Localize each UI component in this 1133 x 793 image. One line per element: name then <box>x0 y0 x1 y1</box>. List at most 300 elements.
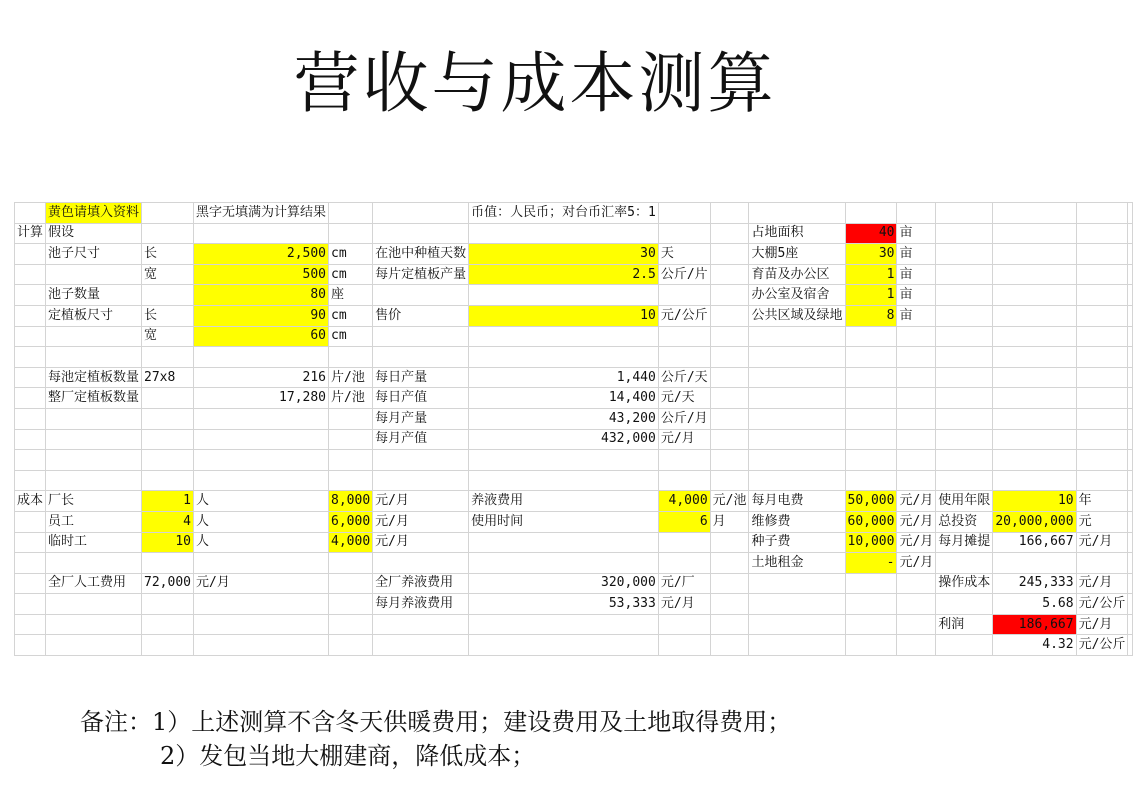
table-cell[interactable]: 亩 <box>897 244 936 265</box>
table-cell[interactable] <box>993 305 1076 326</box>
table-cell[interactable]: 黑字无填满为计算结果 <box>194 203 329 224</box>
table-cell[interactable]: 每月电费 <box>749 491 845 512</box>
table-cell[interactable]: 元/月 <box>897 491 936 512</box>
table-cell[interactable]: 亩 <box>897 285 936 306</box>
table-cell[interactable]: 166,667 <box>993 532 1076 553</box>
table-cell[interactable] <box>373 635 469 656</box>
table-cell[interactable] <box>142 203 194 224</box>
table-cell[interactable]: 60 <box>194 326 329 347</box>
table-cell[interactable] <box>194 450 329 471</box>
table-cell[interactable]: 30 <box>845 244 897 265</box>
table-cell[interactable]: 元/月 <box>373 532 469 553</box>
table-cell[interactable] <box>142 388 194 409</box>
table-cell[interactable]: 50,000 <box>845 491 897 512</box>
table-cell[interactable]: 元/厂 <box>658 573 710 594</box>
table-cell[interactable] <box>710 326 749 347</box>
table-cell[interactable] <box>15 511 46 532</box>
table-cell[interactable] <box>710 285 749 306</box>
table-cell[interactable] <box>710 305 749 326</box>
table-cell[interactable] <box>15 594 46 615</box>
table-cell[interactable]: 长 <box>142 244 194 265</box>
table-cell[interactable] <box>993 470 1076 491</box>
table-cell[interactable]: 片/池 <box>329 367 373 388</box>
table-cell[interactable]: 216 <box>194 367 329 388</box>
table-cell[interactable] <box>845 367 897 388</box>
table-cell[interactable] <box>373 450 469 471</box>
table-cell[interactable] <box>142 553 194 574</box>
table-cell[interactable] <box>936 285 993 306</box>
table-cell[interactable] <box>1076 223 1128 244</box>
table-cell[interactable] <box>710 470 749 491</box>
table-cell[interactable]: 公斤/天 <box>658 367 710 388</box>
table-cell[interactable]: cm <box>329 244 373 265</box>
table-cell[interactable] <box>15 408 46 429</box>
table-cell[interactable] <box>1076 203 1128 224</box>
table-cell[interactable] <box>710 532 749 553</box>
table-cell[interactable] <box>46 614 142 635</box>
table-cell[interactable]: 27x8 <box>142 367 194 388</box>
table-cell[interactable] <box>15 305 46 326</box>
table-cell[interactable] <box>1076 347 1128 368</box>
table-cell[interactable] <box>329 429 373 450</box>
table-cell[interactable] <box>1128 285 1133 306</box>
table-cell[interactable]: 土地租金 <box>749 553 845 574</box>
table-cell[interactable]: 6,000 <box>329 511 373 532</box>
table-cell[interactable] <box>845 408 897 429</box>
table-cell[interactable] <box>15 264 46 285</box>
table-cell[interactable] <box>1128 367 1133 388</box>
table-cell[interactable]: 池子尺寸 <box>46 244 142 265</box>
table-cell[interactable] <box>1128 450 1133 471</box>
table-cell[interactable]: 使用时间 <box>469 511 659 532</box>
table-cell[interactable]: 元/天 <box>658 388 710 409</box>
table-cell[interactable] <box>46 450 142 471</box>
table-cell[interactable]: 20,000,000 <box>993 511 1076 532</box>
table-cell[interactable] <box>1128 573 1133 594</box>
table-cell[interactable] <box>936 635 993 656</box>
table-cell[interactable]: 每月养液费用 <box>373 594 469 615</box>
table-cell[interactable] <box>658 347 710 368</box>
table-cell[interactable]: 元/月 <box>373 491 469 512</box>
table-cell[interactable] <box>936 203 993 224</box>
table-cell[interactable] <box>142 223 194 244</box>
table-cell[interactable] <box>15 285 46 306</box>
table-cell[interactable] <box>46 264 142 285</box>
table-cell[interactable] <box>15 388 46 409</box>
table-cell[interactable] <box>710 203 749 224</box>
table-cell[interactable]: 公斤/月 <box>658 408 710 429</box>
table-cell[interactable]: 5.68 <box>993 594 1076 615</box>
table-cell[interactable] <box>469 450 659 471</box>
table-cell[interactable]: 元/公斤 <box>658 305 710 326</box>
table-cell[interactable]: 元/月 <box>897 553 936 574</box>
table-cell[interactable] <box>749 203 845 224</box>
table-cell[interactable] <box>142 285 194 306</box>
table-cell[interactable] <box>46 470 142 491</box>
table-cell[interactable] <box>142 408 194 429</box>
table-cell[interactable] <box>936 244 993 265</box>
table-cell[interactable] <box>194 553 329 574</box>
table-cell[interactable] <box>46 347 142 368</box>
table-cell[interactable]: 1,440 <box>469 367 659 388</box>
table-cell[interactable]: 亩 <box>897 305 936 326</box>
table-cell[interactable] <box>936 367 993 388</box>
table-cell[interactable]: 利润 <box>936 614 993 635</box>
table-cell[interactable] <box>845 347 897 368</box>
table-cell[interactable] <box>897 450 936 471</box>
table-cell[interactable] <box>710 388 749 409</box>
table-cell[interactable] <box>710 573 749 594</box>
table-cell[interactable] <box>15 470 46 491</box>
table-cell[interactable] <box>749 326 845 347</box>
table-cell[interactable] <box>897 347 936 368</box>
table-cell[interactable] <box>373 285 469 306</box>
table-cell[interactable] <box>142 450 194 471</box>
table-cell[interactable] <box>897 367 936 388</box>
table-cell[interactable]: 1 <box>845 285 897 306</box>
table-cell[interactable]: 元/月 <box>897 532 936 553</box>
table-cell[interactable] <box>658 614 710 635</box>
table-cell[interactable] <box>142 594 194 615</box>
table-cell[interactable] <box>993 244 1076 265</box>
table-cell[interactable] <box>1076 326 1128 347</box>
table-cell[interactable] <box>993 450 1076 471</box>
table-cell[interactable]: 月 <box>710 511 749 532</box>
table-cell[interactable]: 全厂养液费用 <box>373 573 469 594</box>
table-cell[interactable]: 432,000 <box>469 429 659 450</box>
table-cell[interactable] <box>1128 347 1133 368</box>
table-cell[interactable] <box>897 635 936 656</box>
table-cell[interactable] <box>897 429 936 450</box>
table-cell[interactable]: 在池中种植天数 <box>373 244 469 265</box>
table-cell[interactable] <box>15 450 46 471</box>
table-cell[interactable]: 元/月 <box>897 511 936 532</box>
table-cell[interactable] <box>1076 264 1128 285</box>
table-cell[interactable]: 4 <box>142 511 194 532</box>
table-cell[interactable] <box>897 326 936 347</box>
table-cell[interactable] <box>749 635 845 656</box>
table-cell[interactable] <box>710 553 749 574</box>
table-cell[interactable]: 使用年限 <box>936 491 993 512</box>
table-cell[interactable]: 4,000 <box>658 491 710 512</box>
table-cell[interactable]: 2.5 <box>469 264 659 285</box>
table-cell[interactable] <box>46 635 142 656</box>
table-cell[interactable] <box>993 203 1076 224</box>
table-cell[interactable] <box>1128 614 1133 635</box>
table-cell[interactable]: 10,000 <box>845 532 897 553</box>
table-cell[interactable] <box>845 388 897 409</box>
table-cell[interactable] <box>469 553 659 574</box>
table-cell[interactable] <box>1128 244 1133 265</box>
table-cell[interactable] <box>329 223 373 244</box>
table-cell[interactable]: 14,400 <box>469 388 659 409</box>
table-cell[interactable]: 养液费用 <box>469 491 659 512</box>
table-cell[interactable] <box>710 408 749 429</box>
table-cell[interactable] <box>749 594 845 615</box>
table-cell[interactable] <box>15 532 46 553</box>
table-cell[interactable]: 元/月 <box>373 511 469 532</box>
table-cell[interactable]: 大棚5座 <box>749 244 845 265</box>
table-cell[interactable] <box>46 553 142 574</box>
table-cell[interactable] <box>658 470 710 491</box>
table-cell[interactable]: 宽 <box>142 326 194 347</box>
table-cell[interactable] <box>329 347 373 368</box>
table-cell[interactable] <box>15 326 46 347</box>
table-cell[interactable] <box>993 388 1076 409</box>
table-cell[interactable]: 成本 <box>15 491 46 512</box>
table-cell[interactable] <box>469 635 659 656</box>
table-cell[interactable] <box>194 347 329 368</box>
table-cell[interactable] <box>1128 305 1133 326</box>
table-cell[interactable] <box>329 203 373 224</box>
table-cell[interactable] <box>845 429 897 450</box>
table-cell[interactable]: 公共区域及绿地 <box>749 305 845 326</box>
table-cell[interactable]: 币值：人民币；对台币汇率5：1 <box>469 203 659 224</box>
table-cell[interactable] <box>1076 429 1128 450</box>
table-cell[interactable]: 元/月 <box>658 429 710 450</box>
table-cell[interactable] <box>936 264 993 285</box>
table-cell[interactable] <box>194 408 329 429</box>
table-cell[interactable]: 亩 <box>897 264 936 285</box>
table-cell[interactable]: 长 <box>142 305 194 326</box>
table-cell[interactable]: 每月产值 <box>373 429 469 450</box>
table-cell[interactable]: 临时工 <box>46 532 142 553</box>
table-cell[interactable] <box>15 244 46 265</box>
table-cell[interactable] <box>194 470 329 491</box>
table-cell[interactable] <box>749 408 845 429</box>
table-cell[interactable]: 每片定植板产量 <box>373 264 469 285</box>
table-cell[interactable] <box>710 264 749 285</box>
table-cell[interactable] <box>194 614 329 635</box>
table-cell[interactable] <box>993 347 1076 368</box>
table-cell[interactable]: 整厂定植板数量 <box>46 388 142 409</box>
table-cell[interactable]: 种子费 <box>749 532 845 553</box>
table-cell[interactable]: cm <box>329 305 373 326</box>
table-cell[interactable]: 黄色请填入资料 <box>46 203 142 224</box>
table-cell[interactable] <box>329 614 373 635</box>
table-cell[interactable] <box>15 553 46 574</box>
table-cell[interactable]: 2,500 <box>194 244 329 265</box>
table-cell[interactable] <box>1076 470 1128 491</box>
table-cell[interactable] <box>15 635 46 656</box>
table-cell[interactable]: 全厂人工费用 <box>46 573 142 594</box>
table-cell[interactable] <box>373 553 469 574</box>
table-cell[interactable]: 6 <box>658 511 710 532</box>
table-cell[interactable] <box>845 614 897 635</box>
table-cell[interactable] <box>936 305 993 326</box>
table-cell[interactable]: 操作成本 <box>936 573 993 594</box>
table-cell[interactable] <box>658 285 710 306</box>
table-cell[interactable] <box>897 573 936 594</box>
table-cell[interactable] <box>1128 264 1133 285</box>
table-cell[interactable]: 池子数量 <box>46 285 142 306</box>
table-cell[interactable]: cm <box>329 264 373 285</box>
table-cell[interactable] <box>329 635 373 656</box>
table-cell[interactable] <box>15 367 46 388</box>
table-cell[interactable] <box>469 285 659 306</box>
table-cell[interactable] <box>845 203 897 224</box>
table-cell[interactable]: 元 <box>1076 511 1128 532</box>
table-cell[interactable] <box>373 203 469 224</box>
table-cell[interactable] <box>749 388 845 409</box>
table-cell[interactable] <box>469 470 659 491</box>
table-cell[interactable]: 500 <box>194 264 329 285</box>
table-cell[interactable]: 占地面积 <box>749 223 845 244</box>
table-cell[interactable] <box>1128 470 1133 491</box>
table-cell[interactable] <box>1076 553 1128 574</box>
table-cell[interactable] <box>1076 244 1128 265</box>
table-cell[interactable]: 53,333 <box>469 594 659 615</box>
table-cell[interactable] <box>329 594 373 615</box>
table-cell[interactable] <box>710 429 749 450</box>
table-cell[interactable] <box>373 470 469 491</box>
table-cell[interactable] <box>710 223 749 244</box>
table-cell[interactable] <box>1128 553 1133 574</box>
table-cell[interactable]: 计算 <box>15 223 46 244</box>
table-cell[interactable] <box>897 388 936 409</box>
table-cell[interactable]: 维修费 <box>749 511 845 532</box>
table-cell[interactable] <box>936 408 993 429</box>
table-cell[interactable] <box>845 470 897 491</box>
table-cell[interactable] <box>658 203 710 224</box>
table-cell[interactable] <box>15 573 46 594</box>
table-cell[interactable] <box>329 553 373 574</box>
table-cell[interactable] <box>993 223 1076 244</box>
table-cell[interactable] <box>658 553 710 574</box>
table-cell[interactable] <box>936 594 993 615</box>
table-cell[interactable]: 4,000 <box>329 532 373 553</box>
table-cell[interactable] <box>46 429 142 450</box>
table-cell[interactable]: 育苗及办公区 <box>749 264 845 285</box>
table-cell[interactable] <box>749 429 845 450</box>
table-cell[interactable]: 员工 <box>46 511 142 532</box>
table-cell[interactable] <box>710 347 749 368</box>
table-cell[interactable] <box>194 594 329 615</box>
table-cell[interactable]: 245,333 <box>993 573 1076 594</box>
table-cell[interactable] <box>897 203 936 224</box>
table-cell[interactable]: cm <box>329 326 373 347</box>
table-cell[interactable] <box>710 614 749 635</box>
table-cell[interactable] <box>15 429 46 450</box>
table-cell[interactable] <box>46 594 142 615</box>
table-cell[interactable] <box>897 594 936 615</box>
table-cell[interactable] <box>469 326 659 347</box>
table-cell[interactable] <box>1128 326 1133 347</box>
table-cell[interactable] <box>845 594 897 615</box>
table-cell[interactable]: 43,200 <box>469 408 659 429</box>
table-cell[interactable] <box>710 367 749 388</box>
table-cell[interactable]: 30 <box>469 244 659 265</box>
table-cell[interactable] <box>1128 511 1133 532</box>
table-cell[interactable] <box>749 614 845 635</box>
table-cell[interactable]: 80 <box>194 285 329 306</box>
table-cell[interactable] <box>710 244 749 265</box>
table-cell[interactable]: 10 <box>469 305 659 326</box>
table-cell[interactable] <box>329 573 373 594</box>
table-cell[interactable]: 40 <box>845 223 897 244</box>
table-cell[interactable] <box>142 614 194 635</box>
table-cell[interactable] <box>142 429 194 450</box>
table-cell[interactable] <box>1128 594 1133 615</box>
table-cell[interactable] <box>658 532 710 553</box>
table-cell[interactable] <box>1128 635 1133 656</box>
table-cell[interactable] <box>658 223 710 244</box>
table-cell[interactable]: 72,000 <box>142 573 194 594</box>
table-cell[interactable]: 元/池 <box>710 491 749 512</box>
table-cell[interactable] <box>1076 388 1128 409</box>
table-cell[interactable] <box>15 614 46 635</box>
table-cell[interactable] <box>936 223 993 244</box>
table-cell[interactable]: 每池定植板数量 <box>46 367 142 388</box>
table-cell[interactable]: 厂长 <box>46 491 142 512</box>
table-cell[interactable] <box>936 326 993 347</box>
table-cell[interactable] <box>845 326 897 347</box>
table-cell[interactable]: 公斤/片 <box>658 264 710 285</box>
table-cell[interactable] <box>46 408 142 429</box>
table-cell[interactable]: 10 <box>142 532 194 553</box>
table-cell[interactable] <box>749 367 845 388</box>
table-cell[interactable] <box>749 450 845 471</box>
table-cell[interactable] <box>1128 491 1133 512</box>
table-cell[interactable]: 座 <box>329 285 373 306</box>
table-cell[interactable] <box>845 573 897 594</box>
table-cell[interactable]: 人 <box>194 511 329 532</box>
table-cell[interactable] <box>993 285 1076 306</box>
table-cell[interactable] <box>142 470 194 491</box>
table-cell[interactable] <box>1076 367 1128 388</box>
table-cell[interactable] <box>749 470 845 491</box>
table-cell[interactable] <box>469 614 659 635</box>
table-cell[interactable]: 人 <box>194 491 329 512</box>
table-cell[interactable] <box>936 553 993 574</box>
table-cell[interactable]: - <box>845 553 897 574</box>
table-cell[interactable]: 元/月 <box>194 573 329 594</box>
table-cell[interactable] <box>936 388 993 409</box>
table-cell[interactable] <box>142 347 194 368</box>
table-cell[interactable] <box>142 635 194 656</box>
table-cell[interactable]: 元/月 <box>1076 573 1128 594</box>
table-cell[interactable] <box>1076 285 1128 306</box>
table-cell[interactable] <box>993 326 1076 347</box>
table-cell[interactable]: 1 <box>845 264 897 285</box>
table-cell[interactable]: 8,000 <box>329 491 373 512</box>
table-cell[interactable] <box>658 326 710 347</box>
table-cell[interactable] <box>1128 408 1133 429</box>
table-cell[interactable]: 10 <box>993 491 1076 512</box>
table-cell[interactable]: 元/月 <box>1076 532 1128 553</box>
table-cell[interactable] <box>15 347 46 368</box>
table-cell[interactable] <box>1128 203 1133 224</box>
table-cell[interactable] <box>1128 532 1133 553</box>
table-cell[interactable] <box>329 470 373 491</box>
table-cell[interactable] <box>194 223 329 244</box>
table-cell[interactable]: 1 <box>142 491 194 512</box>
table-cell[interactable] <box>1076 305 1128 326</box>
table-cell[interactable] <box>936 347 993 368</box>
table-cell[interactable]: 186,667 <box>993 614 1076 635</box>
table-cell[interactable] <box>658 450 710 471</box>
table-cell[interactable] <box>993 367 1076 388</box>
table-cell[interactable]: 元/月 <box>1076 614 1128 635</box>
table-cell[interactable] <box>46 326 142 347</box>
table-cell[interactable]: 元/公斤 <box>1076 594 1128 615</box>
table-cell[interactable] <box>469 532 659 553</box>
table-cell[interactable] <box>1128 388 1133 409</box>
table-cell[interactable] <box>936 470 993 491</box>
table-cell[interactable] <box>897 614 936 635</box>
table-cell[interactable]: 元/月 <box>658 594 710 615</box>
table-cell[interactable]: 90 <box>194 305 329 326</box>
